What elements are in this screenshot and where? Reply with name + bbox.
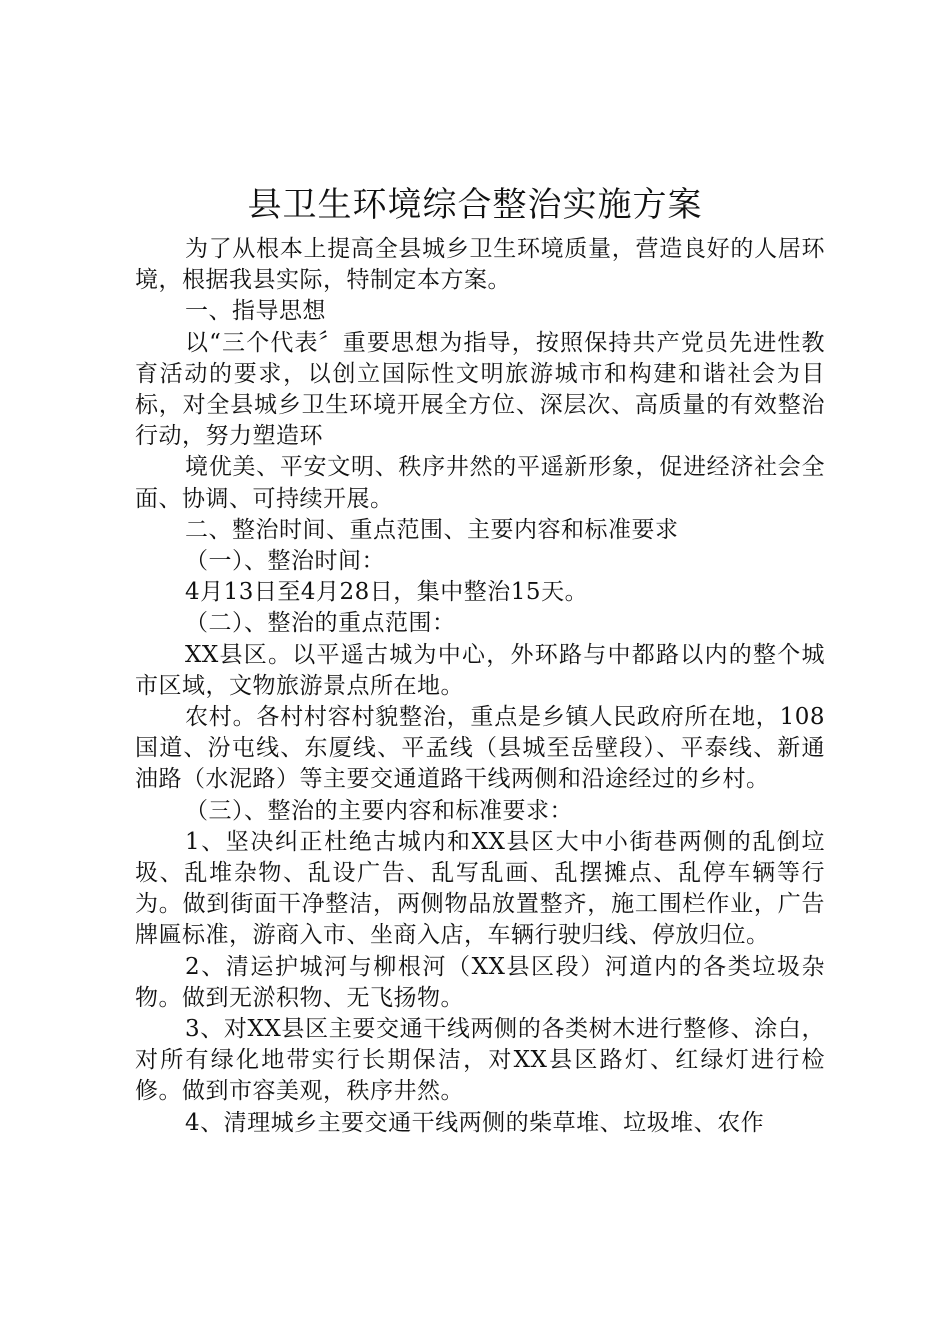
heading-rectification-scope: 二、整治时间、重点范围、主要内容和标准要求 — [185, 516, 679, 543]
paragraph-rural-area: 农村。各村村容村貌整治，重点是乡镇人民政府所在地，108国道、汾屯线、东厦线、平孟线（县城至岳壁段）、平泰线、新通油路（水泥路）等主要交通道路干线两侧和沿途经过的乡村。 — [135, 704, 825, 793]
list-item-4: 4、清理城乡主要交通干线两侧的柴草堆、垃圾堆、农作 — [185, 1109, 765, 1136]
paragraph-intro: 为了从根本上提高全县城乡卫生环境质量，营造良好的人居环境，根据我县实际，特制定本方案。 — [135, 236, 825, 294]
paragraph-time: 4月13日至4月28日，集中整治15天。 — [185, 579, 589, 606]
subheading-main-content: （三）、整治的主要内容和标准要求： — [185, 797, 573, 824]
subheading-key-scope: （二）、整治的重点范围： — [185, 610, 456, 637]
subheading-time: （一）、整治时间： — [185, 548, 385, 575]
paragraph-guiding-ideology-cont: 境优美、平安文明、秩序井然的平遥新形象，促进经济社会全面、协调、可持续开展。 — [135, 454, 825, 512]
document-body — [135, 234, 825, 1139]
list-item-1: 1、坚决纠正杜绝古城内和XX县区大中小街巷两侧的乱倒垃圾、乱堆杂物、乱设广告、乱写乱画、乱摆摊点、乱停车辆等行为。做到街面干净整洁，两侧物品放置整齐，施工围栏作业，广告牌匾标准，游商入市、坐商入店，车辆行驶归线、停放归位。 — [135, 828, 825, 949]
list-item-2: 2、清运护城河与柳根河（XX县区段）河道内的各类垃圾杂物。做到无淤积物、无飞扬物。 — [135, 953, 825, 1011]
heading-guiding-ideology: 一、指导思想 — [185, 298, 326, 325]
paragraph-county-area: XX县区。以平遥古城为中心，外环路与中都路以内的整个城市区域，文物旅游景点所在地。 — [135, 641, 825, 699]
list-item-3: 3、对XX县区主要交通干线两侧的各类树木进行整修、涂白，对所有绿化地带实行长期保洁，对XX县区路灯、红绿灯进行检修。做到市容美观，秩序井然。 — [135, 1016, 825, 1105]
paragraph-guiding-ideology: 以“三个代表〞重要思想为指导，按照保持共产党员先进性教育活动的要求，以创立国际性文明旅游城市和构建和谐社会为目标，对全县城乡卫生环境开展全方位、深层次、高质量的有效整治行动，努力塑造环 — [135, 329, 825, 450]
document-title: 县卫生环境综合整治实施方案 — [247, 185, 703, 225]
